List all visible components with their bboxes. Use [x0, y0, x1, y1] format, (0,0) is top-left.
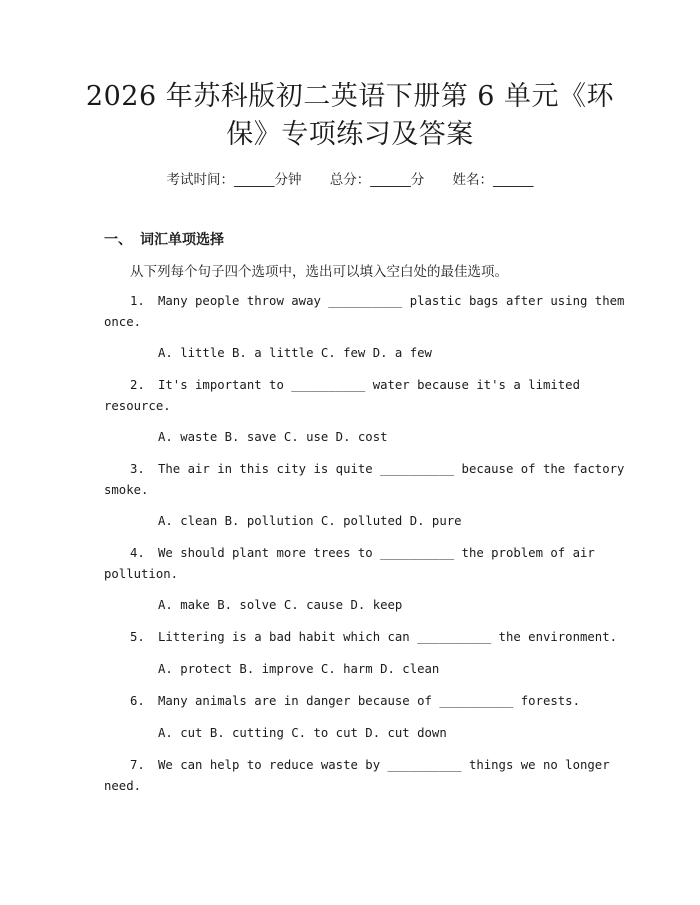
section-heading — [104, 229, 224, 249]
question-text-continued: need. — [104, 779, 142, 793]
title-line-1: 2026 年苏科版初二英语下册第 6 单元《环 — [85, 81, 615, 112]
question-number: 6. — [130, 694, 145, 708]
question-text: Many people throw away __________ plastic bags after using them — [158, 294, 625, 308]
question-3-options: A. clean B. pollution C. polluted D. pure — [158, 514, 462, 528]
question-text-continued: once. — [104, 315, 142, 329]
question-1 — [104, 291, 625, 333]
section-title: 词汇单项选择 — [140, 232, 224, 248]
question-4-options: A. make B. solve C. cause D. keep — [158, 598, 403, 612]
question-text: It's important to __________ water because it's a limited — [158, 378, 580, 392]
question-text: We can help to reduce waste by __________ things we no longer — [158, 758, 610, 772]
question-number: 3. — [130, 462, 145, 476]
question-text-continued: smoke. — [104, 483, 149, 497]
question-1-options: A. little B. a little C. few D. a few — [158, 346, 432, 360]
question-2 — [104, 375, 594, 417]
title-line-2: 保》专项练习及答案 — [226, 119, 474, 150]
question-2-options: A. waste B. save C. use D. cost — [158, 430, 388, 444]
question-6-options: A. cut B. cutting C. to cut D. cut down — [158, 726, 447, 740]
question-number: 5. — [130, 630, 145, 644]
exam-time: 考试时间：______分钟 — [166, 172, 302, 188]
question-text: We should plant more trees to __________ the problem of air — [158, 546, 595, 560]
exam-info — [0, 168, 700, 188]
question-text: Many animals are in danger because of __________ forests. — [158, 694, 580, 708]
question-text: Littering is a bad habit which can __________ the environment. — [158, 630, 618, 644]
question-number: 7. — [130, 758, 145, 772]
question-text-continued: resource. — [104, 399, 171, 413]
total-score: 总分：______分 — [329, 172, 425, 188]
question-5-options: A. protect B. improve C. harm D. clean — [158, 662, 440, 676]
student-name: 姓名：______ — [452, 172, 534, 188]
question-number: 1. — [130, 294, 145, 308]
question-text-continued: pollution. — [104, 567, 179, 581]
question-number: 4. — [130, 546, 145, 560]
question-number: 2. — [130, 378, 145, 392]
document-title — [0, 78, 700, 154]
question-6 — [104, 691, 594, 712]
question-5 — [104, 627, 618, 648]
question-text: The air in this city is quite __________ because of the factory — [158, 462, 625, 476]
section-number: 一、 — [104, 232, 132, 248]
question-4 — [104, 543, 594, 585]
question-7 — [104, 755, 610, 797]
question-3 — [104, 459, 625, 501]
section-instruction: 从下列每个句子四个选项中，选出可以填入空白处的最佳选项。 — [130, 264, 508, 280]
